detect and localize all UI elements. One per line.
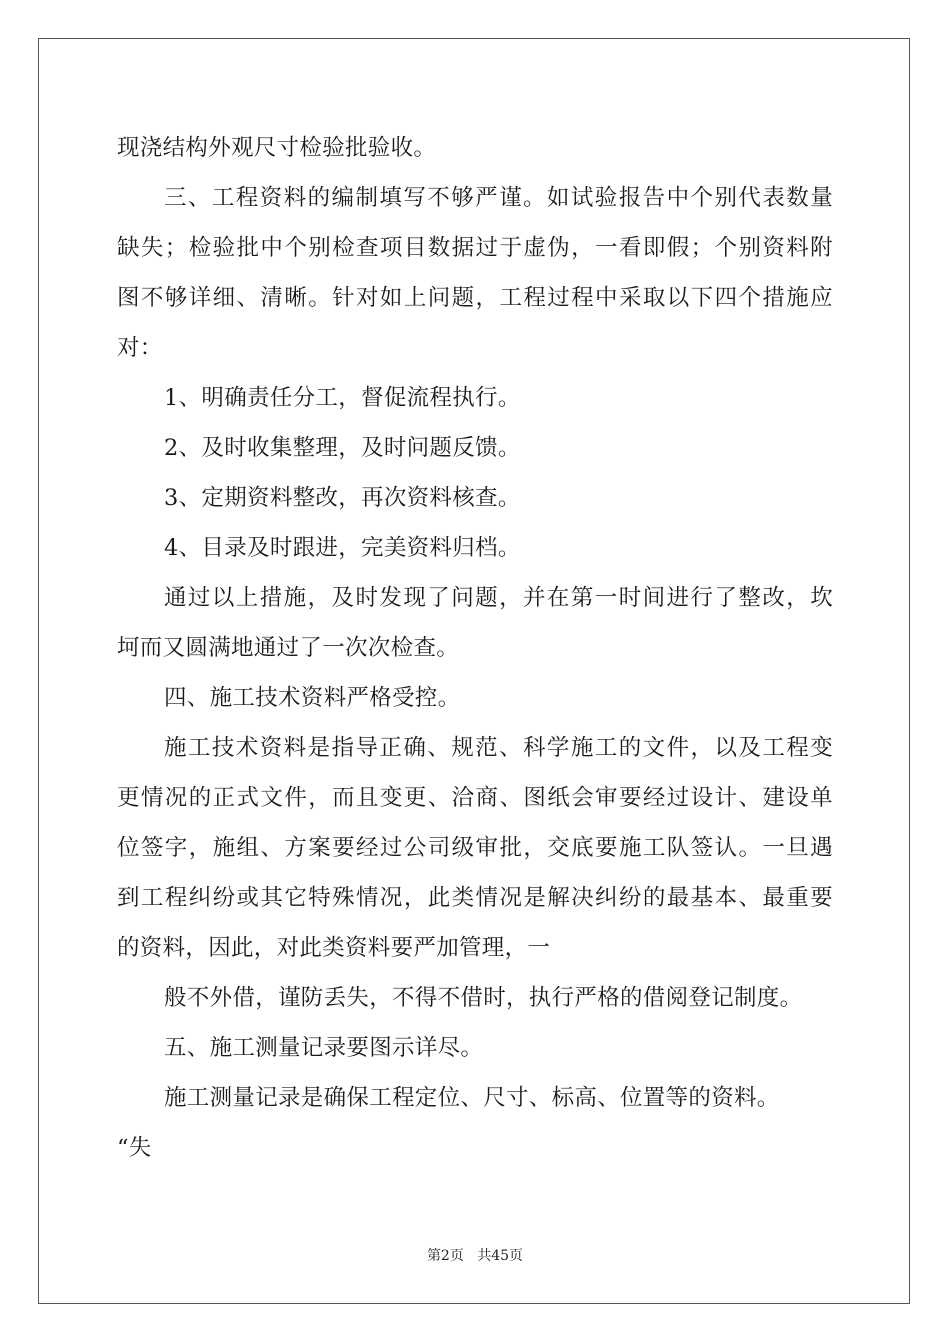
text-line: 施工技术资料是指导正确、规范、科学施工的文件，以及工程变 xyxy=(164,735,833,761)
page-total: 共45页 xyxy=(477,1248,524,1264)
page-number: 第2页 xyxy=(426,1248,464,1264)
text-line: 三、工程资料的编制填写不够严谨。如试验报告中个别代表数量 xyxy=(164,185,833,211)
text-line: 4、目录及时跟进，完美资料归档。 xyxy=(164,535,521,561)
text-line: 坷而又圆满地通过了一次次检查。 xyxy=(117,635,460,661)
text-line: 对： xyxy=(117,335,163,361)
text-line: 图不够详细、清晰。针对如上问题，工程过程中采取以下四个措施应 xyxy=(117,285,833,311)
text-line: 通过以上措施，及时发现了问题，并在第一时间进行了整改，坎 xyxy=(164,585,833,611)
text-line: 施工测量记录是确保工程定位、尺寸、标高、位置等的资料。 xyxy=(164,1085,780,1111)
text-line: 四、施工技术资料严格受控。 xyxy=(164,685,461,711)
text-line: 到工程纠纷或其它特殊情况，此类情况是解决纠纷的最基本、最重要 xyxy=(117,885,833,911)
text-line: 3、定期资料整改，再次资料核查。 xyxy=(164,485,521,511)
text-line: 1、明确责任分工，督促流程执行。 xyxy=(164,385,521,411)
text-line: “失 xyxy=(117,1135,152,1161)
text-line: 缺失；检验批中个别检查项目数据过于虚伪，一看即假；个别资料附 xyxy=(117,235,833,261)
text-line: 般不外借，谨防丢失，不得不借时，执行严格的借阅登记制度。 xyxy=(164,985,803,1011)
text-line: 更情况的正式文件，而且变更、洽商、图纸会审要经过设计、建设单 xyxy=(117,785,833,811)
page-border xyxy=(38,38,910,1304)
text-line: 位签字，施组、方案要经过公司级审批，交底要施工队签认。一旦遇 xyxy=(117,835,833,861)
text-line: 2、及时收集整理，及时问题反馈。 xyxy=(164,435,521,461)
text-line: 的资料，因此，对此类资料要严加管理，一 xyxy=(117,935,551,961)
text-line: 现浇结构外观尺寸检验批验收。 xyxy=(117,135,437,161)
text-line: 五、施工测量记录要图示详尽。 xyxy=(164,1035,484,1061)
page-footer xyxy=(0,1247,950,1265)
